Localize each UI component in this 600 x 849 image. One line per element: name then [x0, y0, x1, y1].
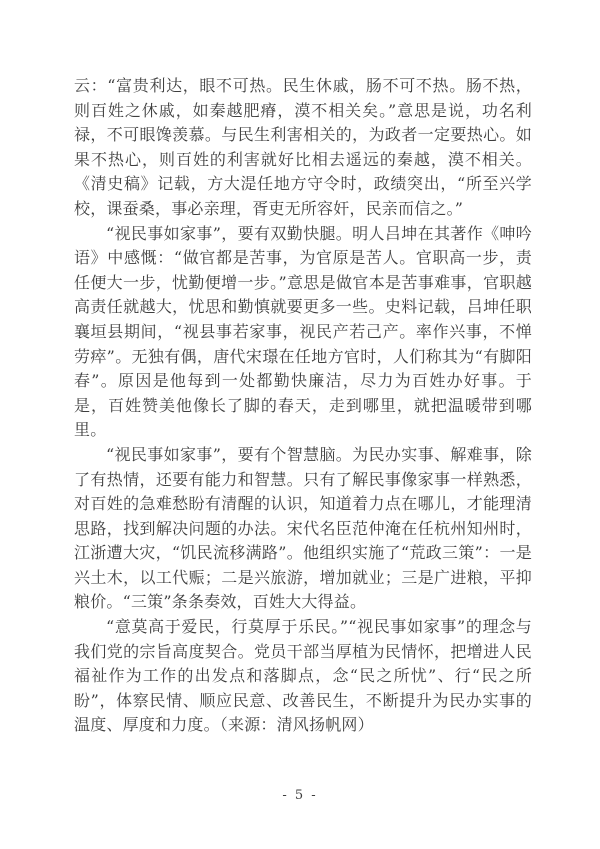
document-body — [74, 74, 532, 738]
paragraph: “视民事如家事”，要有双勤快腿。明人吕坤在其著作《呻吟语》中感慨：“做官都是苦事，为官原是苦人。官职高一步，责任便大一步，忧勤便增一步。”意思是做官本是苦事难事，官职越高责任就越大，忧思和勤慎就要更多一些。史料记载，吕坤任职襄垣县期间，“视县事若家事，视民产若己产。率作兴事，不惮劳瘁”。无独有偶，唐代宋璟在任地方官时，人们称其为“有脚阳春”。原因是他每到一处都勤快廉洁，尽力为百姓办好事。于是，百姓赞美他像长了脚的春天，走到哪里，就把温暖带到哪里。 — [74, 223, 532, 440]
paragraph: “视民事如家事”，要有个智慧脑。为民办实事、解难事，除了有热情，还要有能力和智慧。只有了解民事像家事一样熟悉，对百姓的急难愁盼有清醒的认识，知道着力点在哪儿，才能理清思路，找到解决问题的办法。宋代名臣范仲淹在任杭州知州时，江浙遭大灾，“饥民流移满路”。他组织实施了“荒政三策”：一是兴土木，以工代赈；二是兴旅游，增加就业；三是广进粮，平抑粮价。“三策”条条奏效，百姓大大得益。 — [74, 444, 532, 612]
paragraph: “意莫高于爱民，行莫厚于乐民。”“视民事如家事”的理念与我们党的宗旨高度契合。党员干部当厚植为民情怀，把增进人民福祉作为工作的出发点和落脚点，念“民之所忧”、行“民之所盼”，体察民情、顺应民意、改善民生，不断提升为民办实事的温度、厚度和力度。（来源：清风扬帆网） — [74, 617, 532, 735]
page-number: - 5 - — [282, 788, 318, 803]
paragraph-continuation: 云：“富贵利达，眼不可热。民生休戚，肠不可不热。肠不热，则百姓之休戚，如秦越肥瘠，漠不相关矣。”意思是说，功名利禄，不可眼馋羡慕。与民生利害相关的，为政者一定要热心。如果不热心，则百姓的利害就好比相去遥远的秦越，漠不相关。《清史稿》记载，方大湜任地方守令时，政绩突出，“所至兴学校，课蚕桑，事必亲理，胥吏无所容奸，民亲而信之。” — [74, 76, 532, 218]
